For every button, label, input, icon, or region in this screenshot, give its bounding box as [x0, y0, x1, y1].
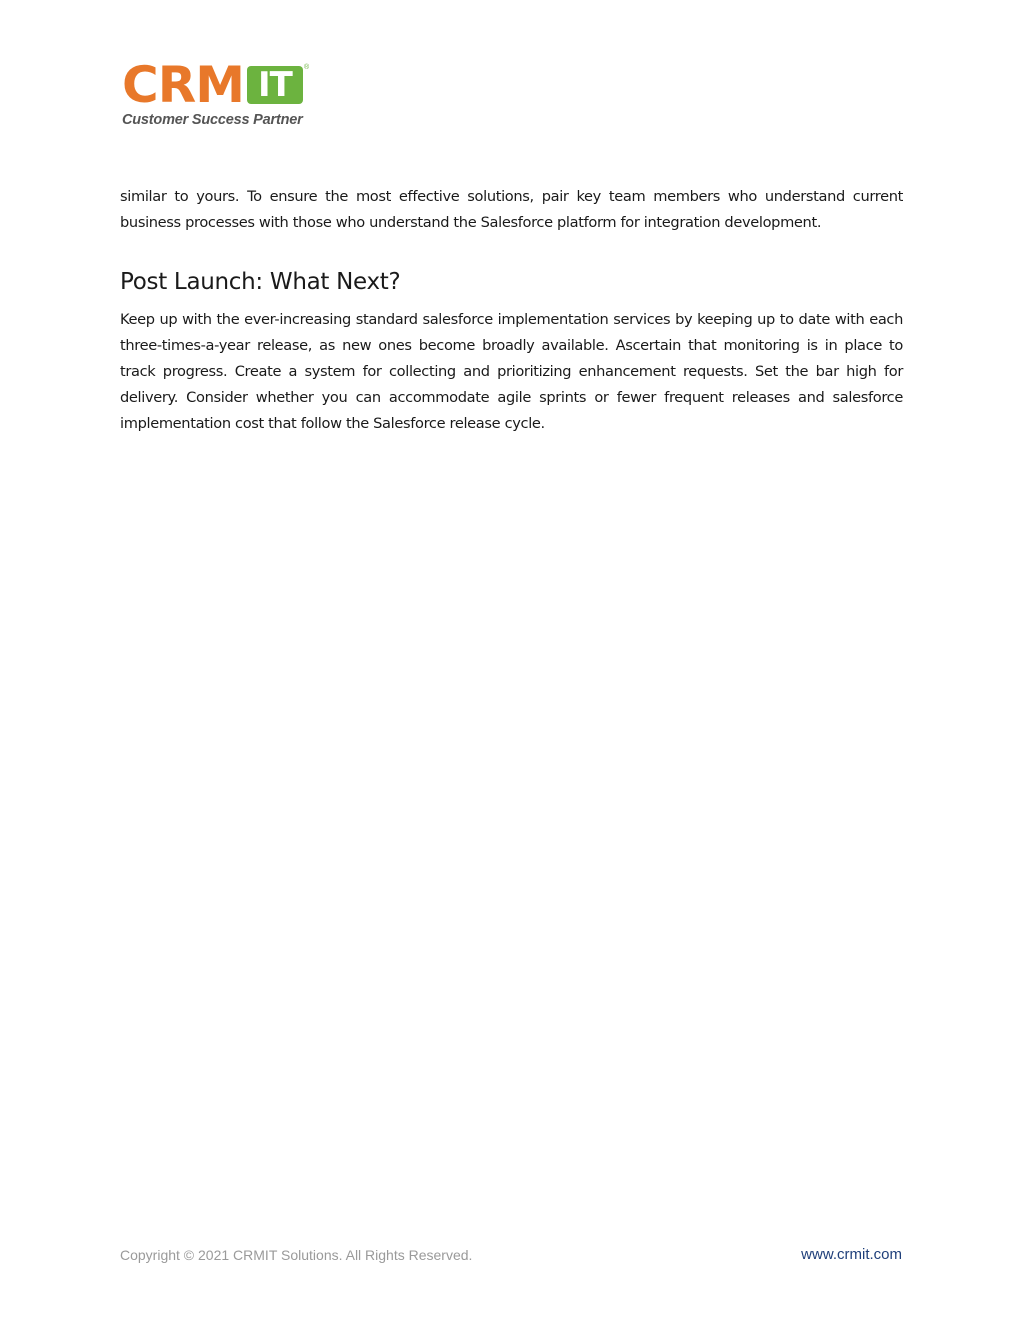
- company-logo: [122, 56, 332, 130]
- section-paragraph: Keep up with the ever-increasing standard salesforce implementation services by keeping up to date with each three-times-a-year release, as new ones become broadly available. Ascertain that monitoring is in place to track progress. Create a system for collecting and prioritizing enhancement requests. Set the bar high for delivery. Consider whether you can accommodate agile sprints or fewer frequent releases and salesforce implementation cost that follow the Salesforce release cycle.: [120, 311, 903, 432]
- logo-crm-text: CRM: [122, 56, 244, 114]
- document-body: [120, 184, 903, 437]
- section-heading: Post Launch: What Next?: [120, 269, 401, 295]
- footer-copyright: Copyright © 2021 CRMIT Solutions. All Rights Reserved.: [120, 1247, 473, 1263]
- logo-tagline: Customer Success Partner: [122, 112, 303, 128]
- logo-mark: [122, 56, 332, 114]
- registered-mark: ®: [303, 64, 310, 71]
- logo-it-badge: IT: [247, 66, 303, 104]
- intro-paragraph: similar to yours. To ensure the most effective solutions, pair key team members who understand current business processes with those who understand the Salesforce platform for integration development.: [120, 188, 903, 231]
- footer-website-link[interactable]: www.crmit.com: [801, 1246, 902, 1263]
